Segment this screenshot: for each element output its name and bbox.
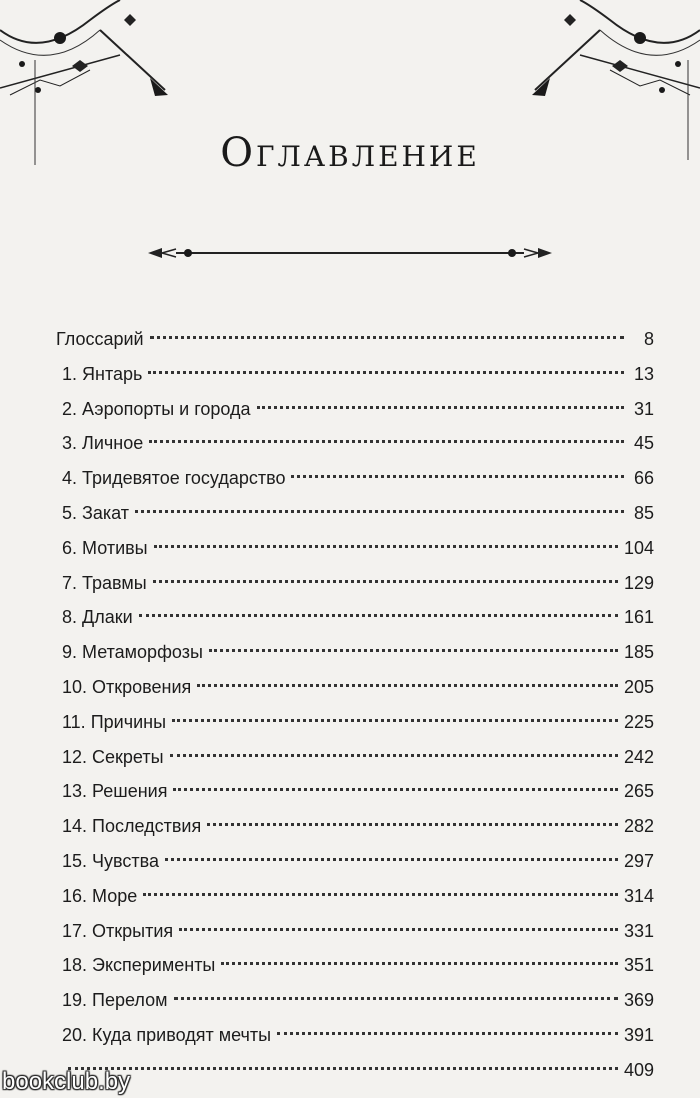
toc-entry-title: 1. Янтарь: [62, 363, 143, 384]
toc-entry: [56, 1018, 654, 1053]
dot-leader: [139, 614, 618, 617]
toc-page-number: 45: [633, 433, 654, 454]
toc-entry: [56, 357, 654, 392]
toc-entry: [56, 392, 654, 427]
toc-page-number: 265: [623, 781, 654, 802]
toc-page-number: 391: [623, 1024, 654, 1045]
toc-page-number: 185: [623, 642, 654, 663]
table-of-contents: [56, 322, 654, 1088]
toc-entry-title: 12. Секреты: [62, 746, 164, 767]
toc-entry-title: 18. Эксперименты: [62, 955, 216, 976]
toc-page-number: 161: [623, 607, 654, 628]
dot-leader: [207, 823, 618, 826]
toc-entry-title: 13. Решения: [62, 781, 168, 802]
toc-entry: [56, 670, 654, 705]
dot-leader: [154, 545, 618, 548]
title-divider-ornament: [140, 238, 560, 268]
toc-entry: [56, 844, 654, 879]
toc-entry-title: 8. Длаки: [62, 607, 133, 628]
dot-leader: [174, 997, 618, 1000]
toc-entry: [56, 705, 654, 740]
dot-leader: [197, 684, 618, 687]
dot-leader: [150, 336, 624, 339]
toc-entry-title: 9. Метаморфозы: [62, 642, 203, 663]
toc-page-number: 104: [623, 537, 654, 558]
toc-page-number: 66: [633, 468, 654, 489]
toc-entry-title: 19. Перелом: [62, 990, 168, 1011]
dot-leader: [148, 371, 624, 374]
toc-entry-title: Глоссарий: [56, 329, 144, 349]
toc-entry: [56, 566, 654, 601]
toc-entry-title: 10. Откровения: [62, 676, 192, 697]
dot-leader: [143, 893, 618, 896]
toc-page-number: 369: [623, 990, 654, 1011]
toc-entry: [56, 983, 654, 1018]
toc-page-number: 13: [633, 363, 654, 384]
toc-entry-title: 4. Тридевятое государство: [62, 468, 286, 489]
toc-entry: [56, 426, 654, 461]
dot-leader: [170, 754, 618, 757]
toc-entry: [56, 914, 654, 949]
toc-entry-title: 6. Мотивы: [62, 537, 148, 558]
dot-leader: [221, 962, 618, 965]
toc-entry: [56, 774, 654, 809]
toc-entry: [56, 322, 654, 357]
toc-entry-title: 17. Открытия: [62, 920, 174, 941]
toc-entry: [56, 461, 654, 496]
toc-entry-title: 16. Море: [62, 885, 138, 906]
toc-entry-title: 2. Аэропорты и города: [62, 398, 251, 419]
toc-entry-title: 20. Куда приводят мечты: [62, 1024, 272, 1045]
toc-entry: [56, 600, 654, 635]
toc-page-number: 31: [633, 398, 654, 419]
toc-page-number: 314: [623, 885, 654, 906]
toc-entry: [56, 1053, 654, 1088]
toc-entry: [56, 948, 654, 983]
toc-entry-title: 15. Чувства: [62, 850, 159, 871]
dot-leader: [291, 475, 624, 478]
toc-page-number: 331: [623, 920, 654, 941]
dot-leader: [153, 580, 618, 583]
toc-entry: [56, 496, 654, 531]
dot-leader: [149, 440, 624, 443]
toc-entry: [56, 635, 654, 670]
dot-leader: [135, 510, 624, 513]
toc-page-number: 297: [623, 850, 654, 871]
toc-page-number: 225: [623, 711, 654, 732]
site-watermark: bookclub.by: [2, 1068, 131, 1095]
toc-page-number: 129: [623, 572, 654, 593]
toc-page-number: 351: [623, 955, 654, 976]
dot-leader: [68, 1067, 618, 1070]
dot-leader: [209, 649, 618, 652]
toc-entry-title: 7. Травмы: [62, 572, 147, 593]
toc-entry-title: 3. Личное: [62, 433, 144, 454]
toc-page-number: 242: [623, 746, 654, 767]
toc-entry: [56, 879, 654, 914]
toc-page-number: 85: [633, 502, 654, 523]
dot-leader: [165, 858, 618, 861]
toc-entry: [56, 740, 654, 775]
dot-leader: [277, 1032, 618, 1035]
toc-entry-title: 11. Причины: [62, 711, 167, 732]
toc-page-number: 282: [623, 816, 654, 837]
dot-leader: [257, 406, 624, 409]
toc-entry-title: 5. Закат: [62, 502, 130, 523]
dot-leader: [179, 928, 618, 931]
toc-entry: [56, 531, 654, 566]
toc-entry-title: 14. Последствия: [62, 816, 202, 837]
dot-leader: [173, 788, 618, 791]
toc-page-number: 8: [643, 329, 654, 349]
dot-leader: [172, 719, 618, 722]
toc-page-number: 205: [623, 676, 654, 697]
page-title: Оглавление: [220, 130, 480, 176]
toc-page-number: 409: [623, 1059, 654, 1080]
toc-entry: [56, 809, 654, 844]
